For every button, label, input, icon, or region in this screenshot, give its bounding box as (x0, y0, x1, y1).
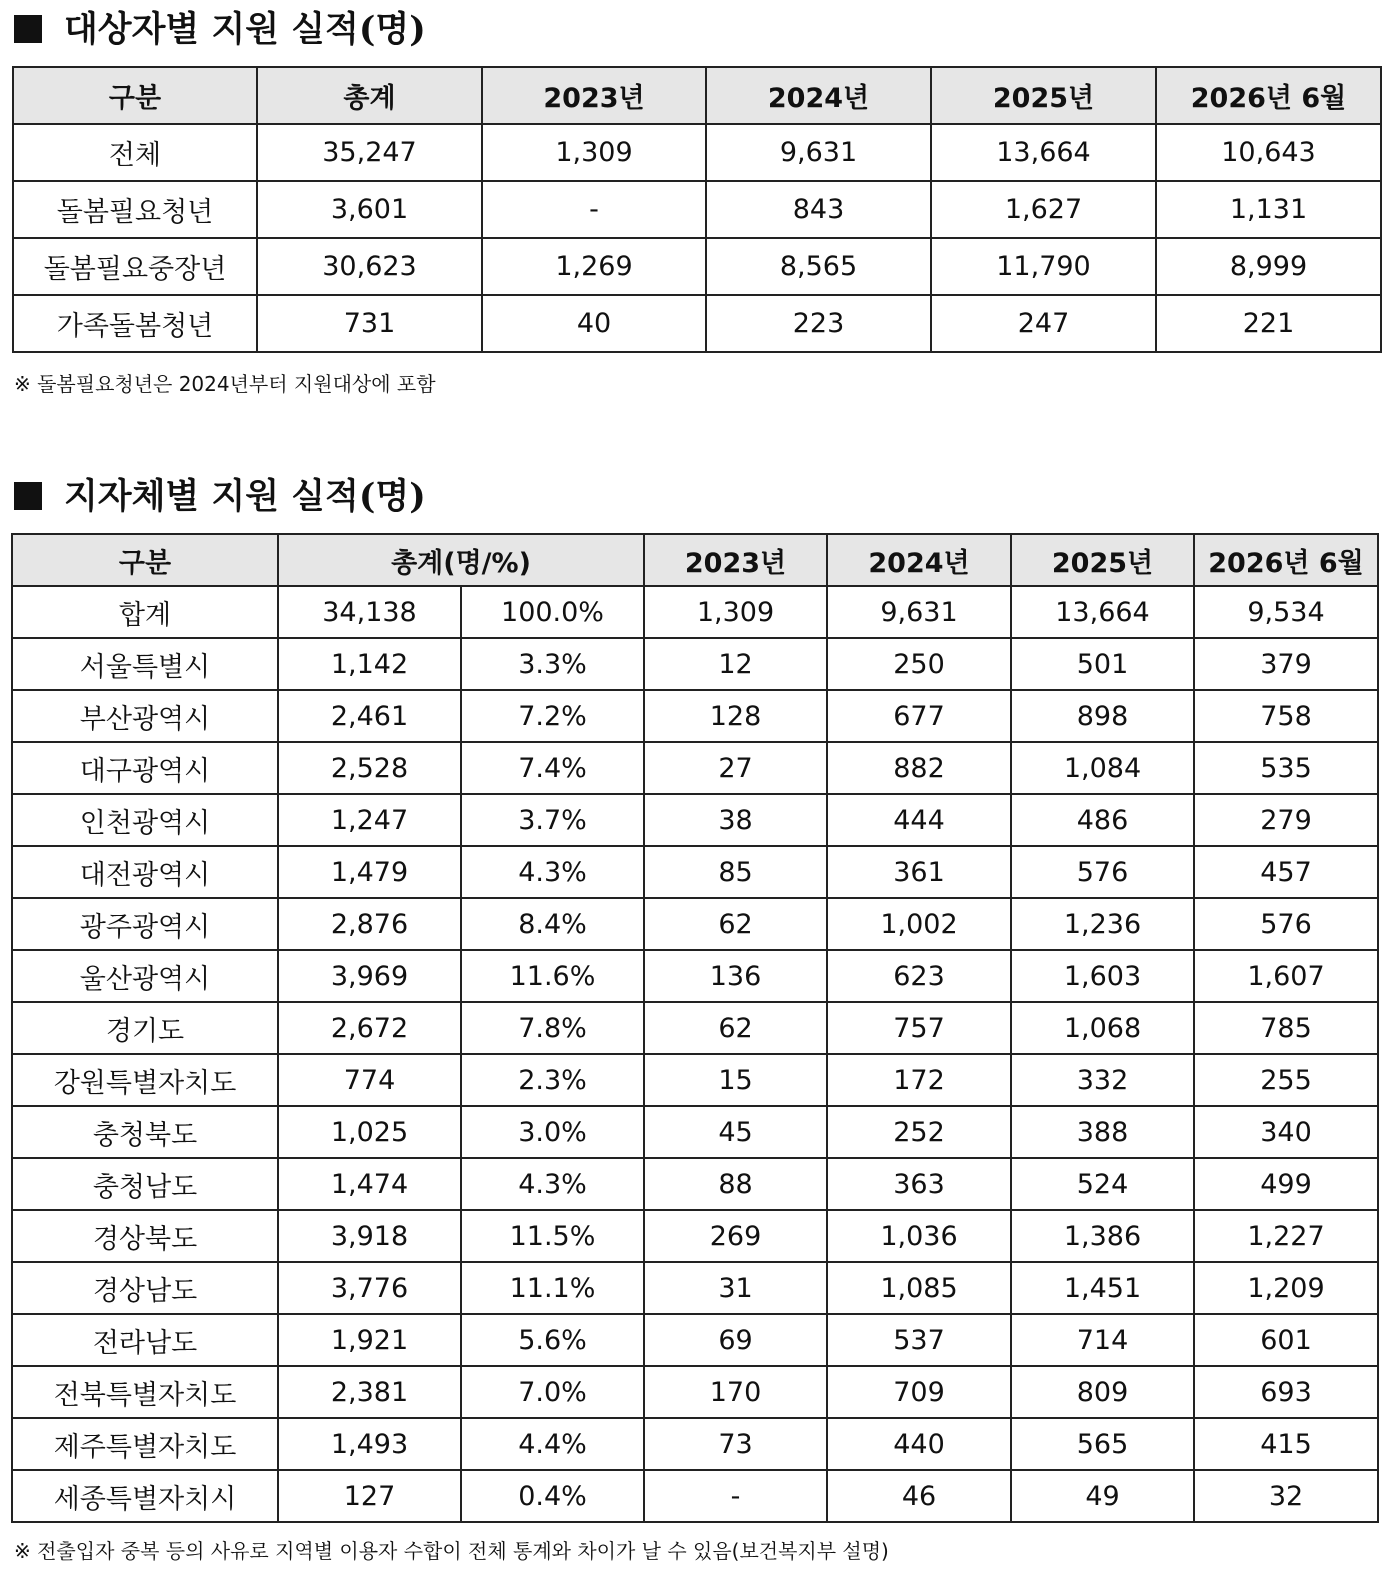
column-header: 2023년 (644, 534, 827, 586)
support-by-region-table (11, 533, 1379, 1523)
table-cell: 13,664 (931, 124, 1156, 181)
table-cell: 1,002 (827, 898, 1011, 950)
table-cell: 35,247 (257, 124, 482, 181)
column-header: 2026년 6월 (1194, 534, 1378, 586)
table-cell: 7.4% (461, 742, 644, 794)
row-label: 광주광역시 (12, 898, 278, 950)
table-cell: 388 (1011, 1106, 1194, 1158)
row-label: 돌봄필요중장년 (13, 238, 257, 295)
support-by-target-table (12, 66, 1382, 353)
table-cell: 247 (931, 295, 1156, 352)
table-cell: 709 (827, 1366, 1011, 1418)
table-cell: 170 (644, 1366, 827, 1418)
table-cell: 5.6% (461, 1314, 644, 1366)
table-cell: 8,999 (1156, 238, 1381, 295)
table-cell: 758 (1194, 690, 1378, 742)
table-cell: 1,036 (827, 1210, 1011, 1262)
table-cell: 332 (1011, 1054, 1194, 1106)
table-row (12, 690, 1378, 742)
section-title-text: 대상자별 지원 실적(명) (64, 9, 426, 50)
row-label: 경상북도 (12, 1210, 278, 1262)
table-cell: 1,142 (278, 638, 461, 690)
table-cell: 1,386 (1011, 1210, 1194, 1262)
table-row (12, 1106, 1378, 1158)
table-cell: 255 (1194, 1054, 1378, 1106)
table-cell: 379 (1194, 638, 1378, 690)
table-cell: 3.0% (461, 1106, 644, 1158)
table-row (12, 1054, 1378, 1106)
table-row (12, 1418, 1378, 1470)
table-cell: 62 (644, 1002, 827, 1054)
table-row (12, 846, 1378, 898)
table-cell: 9,631 (827, 586, 1011, 638)
table-cell: 361 (827, 846, 1011, 898)
table-row (12, 898, 1378, 950)
table-cell: 2,876 (278, 898, 461, 950)
column-header: 구분 (13, 67, 257, 124)
table-cell: 0.4% (461, 1470, 644, 1522)
table-cell: 623 (827, 950, 1011, 1002)
table-cell: 88 (644, 1158, 827, 1210)
table-cell: 221 (1156, 295, 1381, 352)
table-cell: 1,084 (1011, 742, 1194, 794)
column-header: 2025년 (1011, 534, 1194, 586)
table-cell: 898 (1011, 690, 1194, 742)
table-cell: 1,627 (931, 181, 1156, 238)
row-label: 경상남도 (12, 1262, 278, 1314)
row-label: 충청북도 (12, 1106, 278, 1158)
column-header: 2024년 (827, 534, 1011, 586)
section-title-by-target (14, 9, 426, 50)
table-cell: 1,479 (278, 846, 461, 898)
table-cell: 269 (644, 1210, 827, 1262)
table-cell: 4.4% (461, 1418, 644, 1470)
table-cell: - (644, 1470, 827, 1522)
table-cell: 12 (644, 638, 827, 690)
table-cell: 731 (257, 295, 482, 352)
table-cell: 2,461 (278, 690, 461, 742)
table-cell: 576 (1194, 898, 1378, 950)
table-cell: 9,534 (1194, 586, 1378, 638)
row-label: 충청남도 (12, 1158, 278, 1210)
table-cell: 3.7% (461, 794, 644, 846)
table-cell: 1,131 (1156, 181, 1381, 238)
table-cell: 2,672 (278, 1002, 461, 1054)
table-cell: 501 (1011, 638, 1194, 690)
table-cell: 486 (1011, 794, 1194, 846)
table-cell: 31 (644, 1262, 827, 1314)
table-row (12, 742, 1378, 794)
table-cell: 3,601 (257, 181, 482, 238)
table-row (12, 1470, 1378, 1522)
row-label: 대전광역시 (12, 846, 278, 898)
table-cell: 524 (1011, 1158, 1194, 1210)
table-row (12, 1262, 1378, 1314)
table-cell: 7.8% (461, 1002, 644, 1054)
row-label: 경기도 (12, 1002, 278, 1054)
table-cell: 1,493 (278, 1418, 461, 1470)
table-cell: 1,085 (827, 1262, 1011, 1314)
table-cell: 85 (644, 846, 827, 898)
table-cell: 49 (1011, 1470, 1194, 1522)
table-cell: 1,474 (278, 1158, 461, 1210)
table-cell: 11.1% (461, 1262, 644, 1314)
row-label: 대구광역시 (12, 742, 278, 794)
section-title-text: 지자체별 지원 실적(명) (64, 476, 426, 517)
table-cell: 46 (827, 1470, 1011, 1522)
table-cell: 785 (1194, 1002, 1378, 1054)
table-cell: 27 (644, 742, 827, 794)
table-row (12, 794, 1378, 846)
table-cell: 38 (644, 794, 827, 846)
table-cell: 7.0% (461, 1366, 644, 1418)
table-cell: 3,969 (278, 950, 461, 1002)
table-cell: 9,631 (706, 124, 931, 181)
table-cell: 1,921 (278, 1314, 461, 1366)
table-row (12, 1366, 1378, 1418)
table-cell: 843 (706, 181, 931, 238)
table-cell: 30,623 (257, 238, 482, 295)
black-square-icon (14, 482, 42, 510)
table-cell: 535 (1194, 742, 1378, 794)
table-cell: 576 (1011, 846, 1194, 898)
table-cell: 252 (827, 1106, 1011, 1158)
table-cell: 3,918 (278, 1210, 461, 1262)
table-cell: 128 (644, 690, 827, 742)
footnote-region: ※ 전출입자 중복 등의 사유로 지역별 이용자 수합이 전체 통계와 차이가 날 수 있음(보건복지부 설명) (14, 1539, 889, 1563)
table-cell: 32 (1194, 1470, 1378, 1522)
row-label: 전체 (13, 124, 257, 181)
table-cell: 499 (1194, 1158, 1378, 1210)
table-cell: 882 (827, 742, 1011, 794)
row-label: 전북특별자치도 (12, 1366, 278, 1418)
column-header: 2023년 (482, 67, 706, 124)
table-cell: 73 (644, 1418, 827, 1470)
table-cell: 340 (1194, 1106, 1378, 1158)
table-cell: 250 (827, 638, 1011, 690)
table-cell: 2.3% (461, 1054, 644, 1106)
column-header: 총계(명/%) (278, 534, 644, 586)
table-cell: 127 (278, 1470, 461, 1522)
table-cell: 13,664 (1011, 586, 1194, 638)
row-label: 돌봄필요청년 (13, 181, 257, 238)
table-header-row (12, 534, 1378, 586)
table-cell: 8.4% (461, 898, 644, 950)
table-cell: 565 (1011, 1418, 1194, 1470)
table-row (13, 295, 1381, 352)
table-header-row (13, 67, 1381, 124)
row-label: 합계 (12, 586, 278, 638)
table-cell: 809 (1011, 1366, 1194, 1418)
table-row (13, 124, 1381, 181)
table-cell: 40 (482, 295, 706, 352)
table-cell: - (482, 181, 706, 238)
table-cell: 1,269 (482, 238, 706, 295)
row-label: 강원특별자치도 (12, 1054, 278, 1106)
table-cell: 11,790 (931, 238, 1156, 295)
row-label: 울산광역시 (12, 950, 278, 1002)
table-cell: 69 (644, 1314, 827, 1366)
table-cell: 4.3% (461, 1158, 644, 1210)
table-cell: 172 (827, 1054, 1011, 1106)
table-cell: 2,528 (278, 742, 461, 794)
table-cell: 62 (644, 898, 827, 950)
table-cell: 1,227 (1194, 1210, 1378, 1262)
row-label: 부산광역시 (12, 690, 278, 742)
column-header: 총계 (257, 67, 482, 124)
section-title-by-region (14, 476, 426, 517)
table-cell: 3,776 (278, 1262, 461, 1314)
row-label: 서울특별시 (12, 638, 278, 690)
table-cell: 1,068 (1011, 1002, 1194, 1054)
table-cell: 537 (827, 1314, 1011, 1366)
table-cell: 15 (644, 1054, 827, 1106)
table-cell: 7.2% (461, 690, 644, 742)
table-row (12, 950, 1378, 1002)
table-cell: 444 (827, 794, 1011, 846)
table-cell: 415 (1194, 1418, 1378, 1470)
table-cell: 363 (827, 1158, 1011, 1210)
table-cell: 440 (827, 1418, 1011, 1470)
table-row (12, 1210, 1378, 1262)
table-cell: 601 (1194, 1314, 1378, 1366)
row-label: 세종특별자치시 (12, 1470, 278, 1522)
table-cell: 1,607 (1194, 950, 1378, 1002)
table-cell: 677 (827, 690, 1011, 742)
table-cell: 11.6% (461, 950, 644, 1002)
table-row (12, 1158, 1378, 1210)
table-cell: 10,643 (1156, 124, 1381, 181)
table-cell: 1,603 (1011, 950, 1194, 1002)
table-cell: 1,209 (1194, 1262, 1378, 1314)
table-cell: 1,309 (482, 124, 706, 181)
table-row (12, 1314, 1378, 1366)
table-row (12, 638, 1378, 690)
table-cell: 757 (827, 1002, 1011, 1054)
table-cell: 34,138 (278, 586, 461, 638)
column-header: 2025년 (931, 67, 1156, 124)
table-cell: 279 (1194, 794, 1378, 846)
table-row (13, 181, 1381, 238)
row-label: 제주특별자치도 (12, 1418, 278, 1470)
table-cell: 693 (1194, 1366, 1378, 1418)
table-row (12, 1002, 1378, 1054)
table-cell: 4.3% (461, 846, 644, 898)
column-header: 2026년 6월 (1156, 67, 1381, 124)
table-cell: 1,247 (278, 794, 461, 846)
black-square-icon (14, 15, 42, 43)
table-cell: 223 (706, 295, 931, 352)
table-row (12, 586, 1378, 638)
row-label: 전라남도 (12, 1314, 278, 1366)
table-cell: 8,565 (706, 238, 931, 295)
table-cell: 1,236 (1011, 898, 1194, 950)
table-cell: 100.0% (461, 586, 644, 638)
table-cell: 1,309 (644, 586, 827, 638)
table-cell: 2,381 (278, 1366, 461, 1418)
column-header: 2024년 (706, 67, 931, 124)
row-label: 인천광역시 (12, 794, 278, 846)
table-cell: 45 (644, 1106, 827, 1158)
table-cell: 11.5% (461, 1210, 644, 1262)
table-row (13, 238, 1381, 295)
column-header: 구분 (12, 534, 278, 586)
table-cell: 457 (1194, 846, 1378, 898)
table-cell: 136 (644, 950, 827, 1002)
footnote-target: ※ 돌봄필요청년은 2024년부터 지원대상에 포함 (14, 372, 436, 396)
table-cell: 1,451 (1011, 1262, 1194, 1314)
table-cell: 1,025 (278, 1106, 461, 1158)
row-label: 가족돌봄청년 (13, 295, 257, 352)
table-cell: 774 (278, 1054, 461, 1106)
table-cell: 714 (1011, 1314, 1194, 1366)
table-cell: 3.3% (461, 638, 644, 690)
